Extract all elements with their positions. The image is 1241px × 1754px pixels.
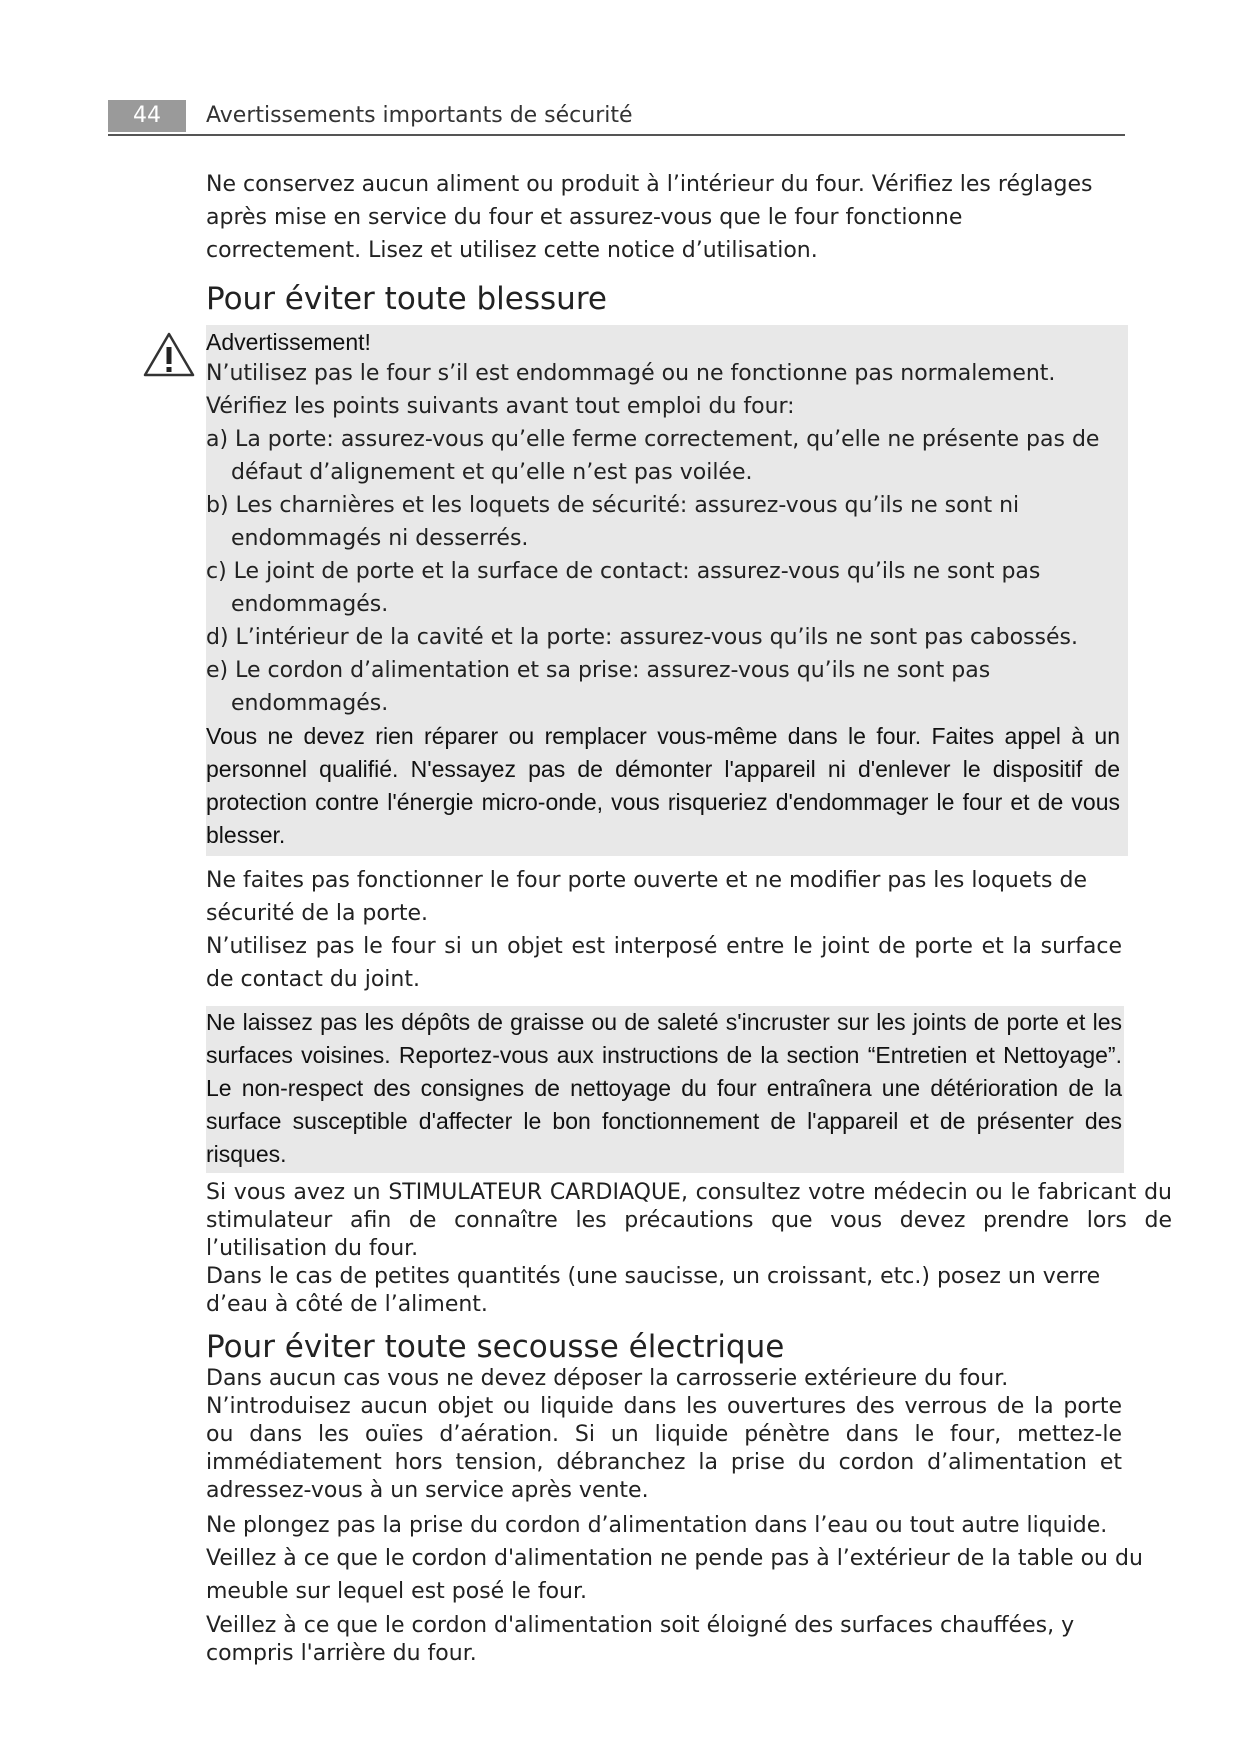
door-paragraph: Ne faites pas fonctionner le four porte ouverte et ne modifier pas les loquets de sécurité de la porte.	[206, 868, 1087, 926]
intro-paragraph: Ne conservez aucun aliment ou produit à l’intérieur du four. Vérifiez les réglages après mise en service du four et assurez-vous que le four fonctionne correctement. Lisez et utilisez cette notice d’utilisation.	[206, 172, 1093, 263]
small-quantities-paragraph: Dans le cas de petites quantités (une saucisse, un croissant, etc.) posez un verre d’eau à côté de l’aliment.	[206, 1264, 1101, 1317]
warning-triangle-icon	[142, 331, 196, 379]
warning-list-item: c) Le joint de porte et la surface de contact: assurez-vous qu’ils ne sont pas endommagés.	[206, 559, 1041, 617]
object-paragraph: N’utilisez pas le four si un objet est interposé entre le joint de porte et la surface de contact du joint.	[206, 934, 1122, 992]
page-number: 44	[108, 100, 186, 132]
electric-paragraph-1: Dans aucun cas vous ne devez déposer la carrosserie extérieure du four.	[206, 1366, 1009, 1391]
section-heading-injury: Pour éviter toute blessure	[206, 281, 607, 317]
electric-paragraph-5: Veillez à ce que le cordon d'alimentation soit éloigné des surfaces chauffées, y compris l'arrière du four.	[206, 1613, 1075, 1666]
section-heading-electric: Pour éviter toute secousse électrique	[206, 1329, 785, 1365]
warning-intro: N’utilisez pas le four s’il est endommagé ou ne fonctionne pas normalement. Vérifiez les points suivants avant tout emploi du four:	[206, 361, 1056, 419]
electric-paragraph-2: N’introduisez aucun objet ou liquide dans les ouvertures des verrous de la porte ou dans les ouïes d’aération. Si un liquide pénètre dans le four, mettez-le immédiatement hors tension, débranchez la prise du cordon d’alimentation et adressez-vous à un service après vente.	[206, 1394, 1122, 1503]
grease-notice-box: Ne laissez pas les dépôts de graisse ou de saleté s'incruster sur les joints de porte et les surfaces voisines. Reportez-vous aux instructions de la section “Entretien et Nettoyage”. Le non-respect des consignes de nettoyage du four entraînera une détérioration de la surface susceptible d'affecter le bon fonctionnement de l'appareil et de présenter des risques.	[206, 1006, 1124, 1173]
warning-list-item: e) Le cordon d’alimentation et sa prise: assurez-vous qu’ils ne sont pas endommagés.	[206, 658, 991, 716]
warning-repair-text: Vous ne devez rien réparer ou remplacer vous-même dans le four. Faites appel à un personnel qualifié. N'essayez pas de démonter l'appareil ni d'enlever le dispositif de protection contre l'énergie micro-onde, vous risqueriez d'endommager le four et de vous blesser.	[206, 723, 1120, 848]
electric-paragraph-3: Ne plongez pas la prise du cordon d’alimentation dans l’eau ou tout autre liquide.	[206, 1513, 1108, 1538]
page-header	[108, 100, 1125, 136]
header-title: Avertissements importants de sécurité	[206, 103, 633, 128]
page-content	[206, 168, 1172, 1668]
electric-paragraph-4: Veillez à ce que le cordon d'alimentation ne pende pas à l’extérieur de la table ou du meuble sur lequel est posé le four.	[206, 1546, 1143, 1604]
warning-list-item: a) La porte: assurez-vous qu’elle ferme correctement, qu’elle ne présente pas de défaut d’alignement et qu’elle n’est pas voilée.	[206, 427, 1100, 485]
warning-box	[206, 325, 1128, 856]
pacemaker-paragraph: Si vous avez un STIMULATEUR CARDIAQUE, consultez votre médecin ou le fabricant du stimulateur afin de connaître les précautions que vous devez prendre lors de l’utilisation du four.	[206, 1180, 1172, 1261]
warning-list-item: d) L’intérieur de la cavité et la porte: assurez-vous qu’ils ne sont pas cabossés.	[206, 625, 1078, 650]
warning-title: Advertissement!	[206, 329, 371, 355]
warning-list-item: b) Les charnières et les loquets de sécurité: assurez-vous qu’ils ne sont ni endommagés ni desserrés.	[206, 493, 1020, 551]
